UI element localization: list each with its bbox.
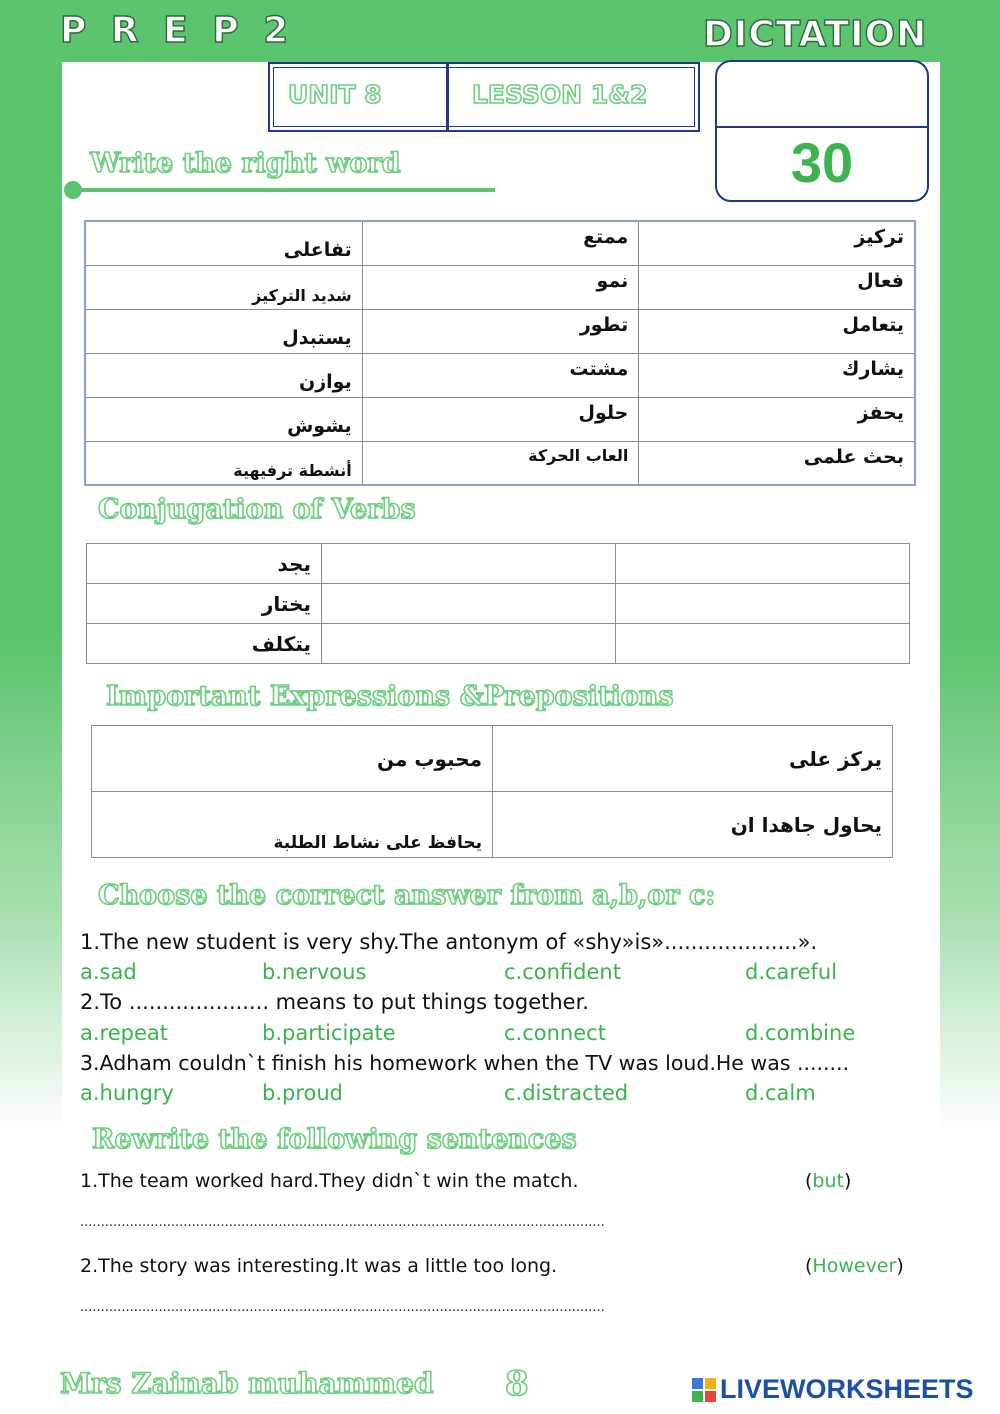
verb-row [87, 624, 910, 664]
question-1: 1.The new student is very shy.The antonym of «shy»is»....................». [80, 930, 818, 954]
verb-answer-cell[interactable] [322, 544, 616, 584]
question-3: 3.Adham couldn`t finish his homework when the TV was loud.He was ........ [80, 1051, 850, 1075]
rewrite-sentence-1: 1.The team worked hard.They didn`t win the match. [80, 1170, 579, 1192]
vocab-cell: بحث علمى [639, 441, 915, 485]
vocab-row [85, 265, 915, 309]
vocab-cell: نمو [362, 265, 639, 309]
option[interactable]: a.sad [80, 960, 137, 984]
expressions-table [91, 725, 893, 858]
verb-row [87, 584, 910, 624]
expression-cell: يحافظ على نشاط الطلبة [92, 792, 493, 858]
dictation-title: DICTATION [703, 14, 928, 55]
liveworksheets-icon [692, 1378, 716, 1402]
score-value: 30 [790, 131, 854, 194]
option[interactable]: c.connect [504, 1021, 606, 1045]
option[interactable]: d.careful [745, 960, 838, 984]
section-title-choose: Choose the correct answer from a,b,or c: [98, 880, 716, 911]
vocab-cell: العاب الحركة [362, 441, 639, 485]
conjugation-table [86, 543, 910, 664]
unit-label: UNIT 8 [288, 80, 382, 109]
vocab-cell: يشوش [85, 397, 362, 441]
rewrite-sentence-2: 2.The story was interesting.It was a little too long. [80, 1255, 558, 1277]
author-name: Mrs Zainab muhammed [60, 1367, 434, 1400]
verb-answer-cell[interactable] [616, 544, 910, 584]
page-number: 8 [505, 1364, 529, 1404]
expression-cell: محبوب من [92, 726, 493, 792]
verb-cell: يختار [87, 584, 322, 624]
verb-answer-cell[interactable] [616, 584, 910, 624]
score-box [715, 60, 929, 202]
verb-cell: يتكلف [87, 624, 322, 664]
level-title: P R E P 2 [60, 10, 295, 51]
vocab-row [85, 353, 915, 397]
expression-cell: يحاول جاهدا ان [493, 792, 893, 858]
rewrite-hint-2: (However) [805, 1255, 904, 1277]
underline-dot [64, 181, 82, 199]
vocab-cell: تطور [362, 309, 639, 353]
vocab-row [85, 441, 915, 485]
verb-answer-cell[interactable] [322, 624, 616, 664]
option[interactable]: d.combine [745, 1021, 856, 1045]
vocab-cell: ممتع [362, 221, 639, 265]
expression-cell: يركز على [493, 726, 893, 792]
vocab-cell: تفاعلى [85, 221, 362, 265]
unit-lesson-box [268, 62, 700, 132]
vocab-cell: يتعامل [639, 309, 915, 353]
verb-cell: يجد [87, 544, 322, 584]
brand-text: LIVEWORKSHEETS [720, 1374, 974, 1404]
rewrite-hint-1: (but) [805, 1170, 852, 1192]
option[interactable]: c.confident [504, 960, 621, 984]
option[interactable]: b.participate [262, 1021, 396, 1045]
vocab-cell: يستبدل [85, 309, 362, 353]
answer-line-1[interactable]: ............................................................................................................................... [80, 1215, 605, 1230]
verb-answer-cell[interactable] [616, 624, 910, 664]
vocab-cell: يوازن [85, 353, 362, 397]
vocab-cell: مشتت [362, 353, 639, 397]
vocab-row [85, 309, 915, 353]
vocab-cell: فعال [639, 265, 915, 309]
option[interactable]: b.nervous [262, 960, 367, 984]
section-title-write: Write the right word [90, 148, 401, 179]
lesson-label: LESSON 1&2 [472, 80, 648, 109]
section-title-rewrite: Rewrite the following sentences [92, 1124, 577, 1155]
vocab-table [84, 220, 916, 486]
section-underline [70, 188, 495, 192]
vocab-cell: يشارك [639, 353, 915, 397]
verb-answer-cell[interactable] [322, 584, 616, 624]
vocab-cell: حلول [362, 397, 639, 441]
answer-line-2[interactable]: ............................................................................................................................... [80, 1300, 605, 1315]
option[interactable]: b.proud [262, 1081, 343, 1105]
vocab-cell: يحفز [639, 397, 915, 441]
option[interactable]: a.repeat [80, 1021, 168, 1045]
vocab-cell: أنشطة ترفيهية [85, 441, 362, 485]
vocab-row [85, 397, 915, 441]
question-2: 2.To ..................... means to put things together. [80, 990, 589, 1014]
option[interactable]: a.hungry [80, 1081, 174, 1105]
option[interactable]: c.distracted [504, 1081, 629, 1105]
section-title-conjugation: Conjugation of Verbs [98, 494, 416, 525]
vocab-cell: تركيز [639, 221, 915, 265]
vocab-cell: شديد التركيز [85, 265, 362, 309]
vocab-row [85, 221, 915, 265]
section-title-expressions: Important Expressions &Prepositions [106, 681, 674, 712]
option[interactable]: d.calm [745, 1081, 816, 1105]
verb-row [87, 544, 910, 584]
